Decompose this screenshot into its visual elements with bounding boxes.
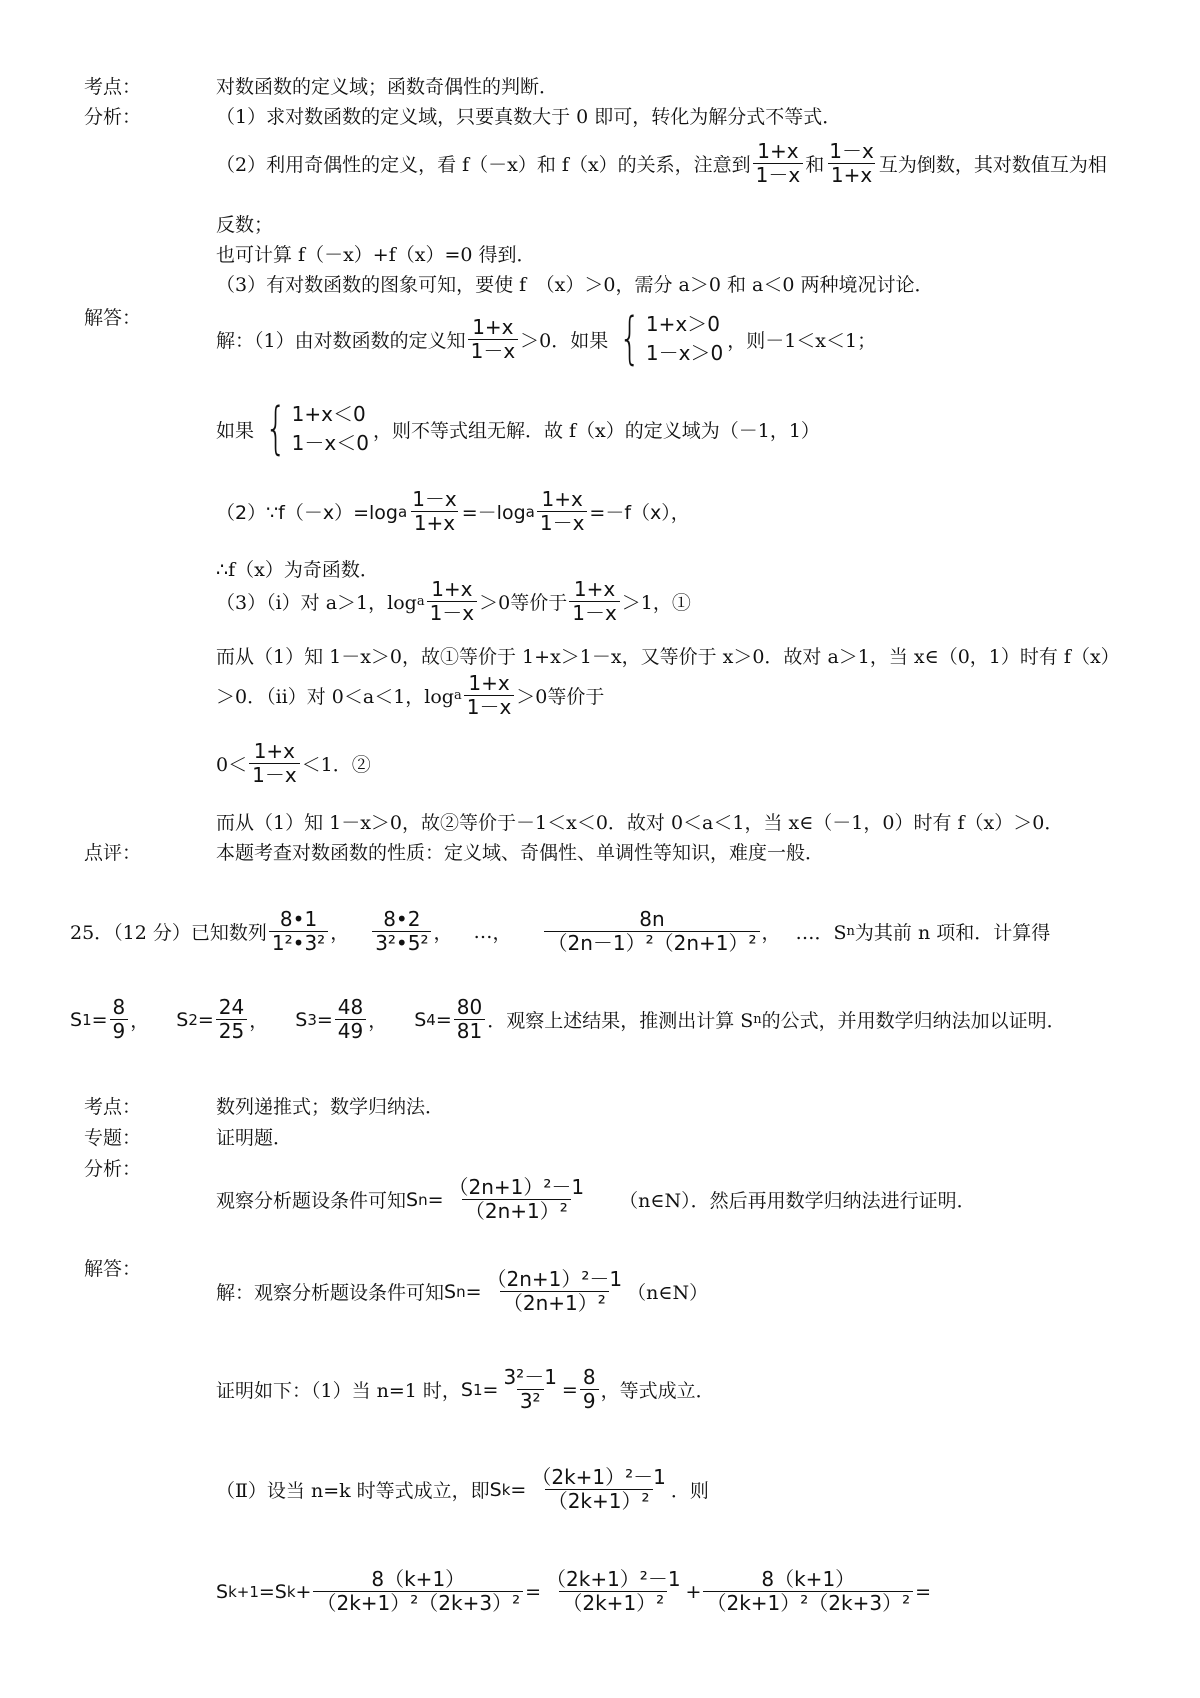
dianping-label: 点评：	[84, 842, 142, 864]
ellipsis: …	[473, 920, 493, 943]
j5a: （3）（ⅰ）对 a＞1，log	[216, 592, 417, 614]
fraction: $\frac{1+x}{1-x}$	[753, 140, 804, 187]
jieda-label-2: 解答：	[84, 1258, 142, 1280]
term-2: $\frac{8•2}{\text{3²•5²}}$	[372, 908, 431, 955]
fraction: $\frac{1+x}{1-x}$	[427, 578, 478, 625]
fraction: $\frac{\text{（2n+1）²－1}}{\text{（2n+1）²}}$	[448, 1175, 585, 1223]
sk1-label: S	[216, 1580, 229, 1603]
j7b: ＞0等价于	[516, 686, 605, 708]
fraction: $\frac{1+x}{1-x}$	[464, 672, 515, 719]
g1b: （n∈N）	[627, 1282, 709, 1304]
fraction: $\frac{1-x}{1+x}$	[829, 139, 874, 187]
jieda-label: 解答：	[84, 307, 142, 329]
p25-intro: 25．（12 分）已知数列	[70, 922, 267, 944]
subscript: 2	[188, 1010, 198, 1029]
subscript: 3	[307, 1010, 317, 1029]
j1b: ＞0．如果	[520, 329, 609, 352]
g3b: ．则	[670, 1480, 709, 1502]
fenxi-line-1: （1）求对数函数的定义域，只要真数大于 0 即可，转化为解分式不等式．	[216, 106, 842, 128]
zhuanti-label: 专题：	[84, 1127, 142, 1149]
j2b: ，则不等式组无解．故 f（x）的定义域为（－1，1）	[372, 419, 820, 442]
sk-label: S	[489, 1478, 502, 1501]
subscript: a	[525, 502, 535, 521]
p25-2c: 的公式，并用数学归纳法加以证明．	[761, 1010, 1066, 1032]
p25-2b: 观察上述结果，推测出计算 S	[506, 1010, 754, 1032]
fraction: $\frac{8(k+1)}{\text{（2k+1）²（2k+3）²}}$	[703, 1568, 913, 1615]
f1a: 观察分析题设条件可知	[216, 1190, 407, 1212]
p25-1b: …．S	[795, 922, 847, 944]
subscript: 4	[426, 1010, 436, 1029]
dianping-text: 本题考查对数函数的性质：定义域、奇偶性、单调性等知识，难度一般．	[216, 842, 825, 864]
fraction: $\frac{\text{（2k+1）²－1}}{\text{（2k+1）²}}$	[531, 1465, 666, 1513]
fraction: $\frac{1+x}{1-x}$	[249, 740, 300, 787]
fraction: $\frac{\text{（2k+1）²－1}}{\text{（2k+1）²}}$	[546, 1567, 681, 1615]
inequality-system: { 1+x＜0 1－x＜0	[265, 396, 369, 461]
j1a: 解：（1）由对数函数的定义知	[216, 329, 466, 352]
subscript: n	[846, 924, 855, 939]
subscript: a	[453, 688, 462, 703]
j8a: 0＜	[216, 754, 248, 776]
subscript: n	[418, 1190, 428, 1209]
subscript: a	[416, 594, 425, 609]
zhuanti-text: 证明题．	[216, 1127, 293, 1149]
g3a: （Ⅱ）设当 n=k 时等式成立，即	[216, 1480, 490, 1502]
p25-1c: 为其前 n 项和．计算得	[854, 922, 1051, 944]
f1b: （n∈N）．然后再用数学归纳法进行证明．	[619, 1190, 976, 1212]
s4-value: $\frac{80}{81}$	[454, 996, 485, 1043]
g2a: 证明如下：（1）当 n=1 时，	[216, 1380, 461, 1402]
j3b: =－log	[461, 502, 526, 524]
kaodian-text: 对数函数的定义域；函数奇偶性的判断．	[216, 76, 559, 98]
fraction: $\frac{1+x}{1-x}$	[569, 578, 620, 625]
sn-label: S	[444, 1280, 457, 1303]
s1-label: S	[460, 1378, 473, 1401]
j2a: 如果	[216, 419, 255, 442]
kaodian-text-2: 数列递推式；数学归纳法．	[216, 1096, 445, 1118]
j1c: ，则－1＜x＜1；	[727, 329, 877, 352]
g2b: ，等式成立．	[600, 1380, 715, 1402]
sn-label: S	[406, 1188, 419, 1211]
s1-value: $\frac{8}{9}$	[110, 996, 129, 1043]
inequality-system: { 1+x＞0 1－x＞0	[619, 306, 724, 371]
subscript: 1	[472, 1380, 483, 1399]
fraction: $\frac{\text{（2n+1）²－1}}{\text{（2n+1）²}}$	[486, 1267, 623, 1315]
fraction: $\frac{8}{9}$	[580, 1366, 599, 1413]
j3c: =－f（x），	[589, 502, 690, 524]
g1a: 解：观察分析题设条件可知	[216, 1282, 445, 1304]
s3-value: $\frac{48}{49}$	[335, 996, 366, 1043]
s2-value: $\frac{24}{25}$	[216, 996, 247, 1043]
j7a: ＞0．（ⅱ）对 0＜a＜1，log	[216, 686, 454, 708]
fraction: $\frac{1+x}{1-x}$	[537, 488, 588, 535]
s2-label: S	[176, 1008, 189, 1031]
fenxi-label: 分析：	[84, 106, 142, 128]
fenxi-label-2: 分析：	[84, 1158, 142, 1180]
fraction: $\frac{1+x}{1-x}$	[468, 316, 519, 363]
subscript: n	[753, 1012, 762, 1027]
term-1: $\frac{8•1}{\text{1²•3²}}$	[269, 908, 328, 955]
j3a: （2）∵f（－x）=log	[216, 502, 398, 524]
j5c: ＞1，①	[621, 592, 691, 614]
fenxi-2-he: 和	[805, 154, 825, 176]
sk-label: S	[274, 1580, 287, 1603]
fenxi-2b: 互为倒数，其对数值互为相	[878, 154, 1107, 176]
fraction: $\frac{1-x}{1+x}$	[412, 487, 457, 535]
subscript: 1	[82, 1010, 92, 1029]
subscript: a	[398, 502, 408, 521]
subscript: n	[456, 1282, 466, 1301]
s1-label: S	[70, 1008, 83, 1031]
j8b: ＜1．②	[301, 754, 371, 776]
j5b: ＞0等价于	[479, 592, 568, 614]
kaodian-label-2: 考点：	[84, 1096, 142, 1118]
kaodian-label: 考点：	[84, 76, 142, 98]
subscript: k+1	[228, 1582, 259, 1601]
term-n: $\frac{8n}{\text{（2n－1）²（2n+1）²}}$	[544, 908, 759, 955]
s3-label: S	[295, 1008, 308, 1031]
subscript: k	[286, 1582, 296, 1601]
fenxi-2a: （2）利用奇偶性的定义，看 f（－x）和 f（x）的关系，注意到	[216, 154, 751, 176]
subscript: k	[501, 1480, 511, 1499]
fraction: $\frac{8(k+1)}{\text{（2k+1）²（2k+3）²}}$	[313, 1568, 523, 1615]
s4-label: S	[414, 1008, 427, 1031]
fraction: $\frac{\text{3²－1}}{\text{3²}}$	[503, 1365, 557, 1413]
